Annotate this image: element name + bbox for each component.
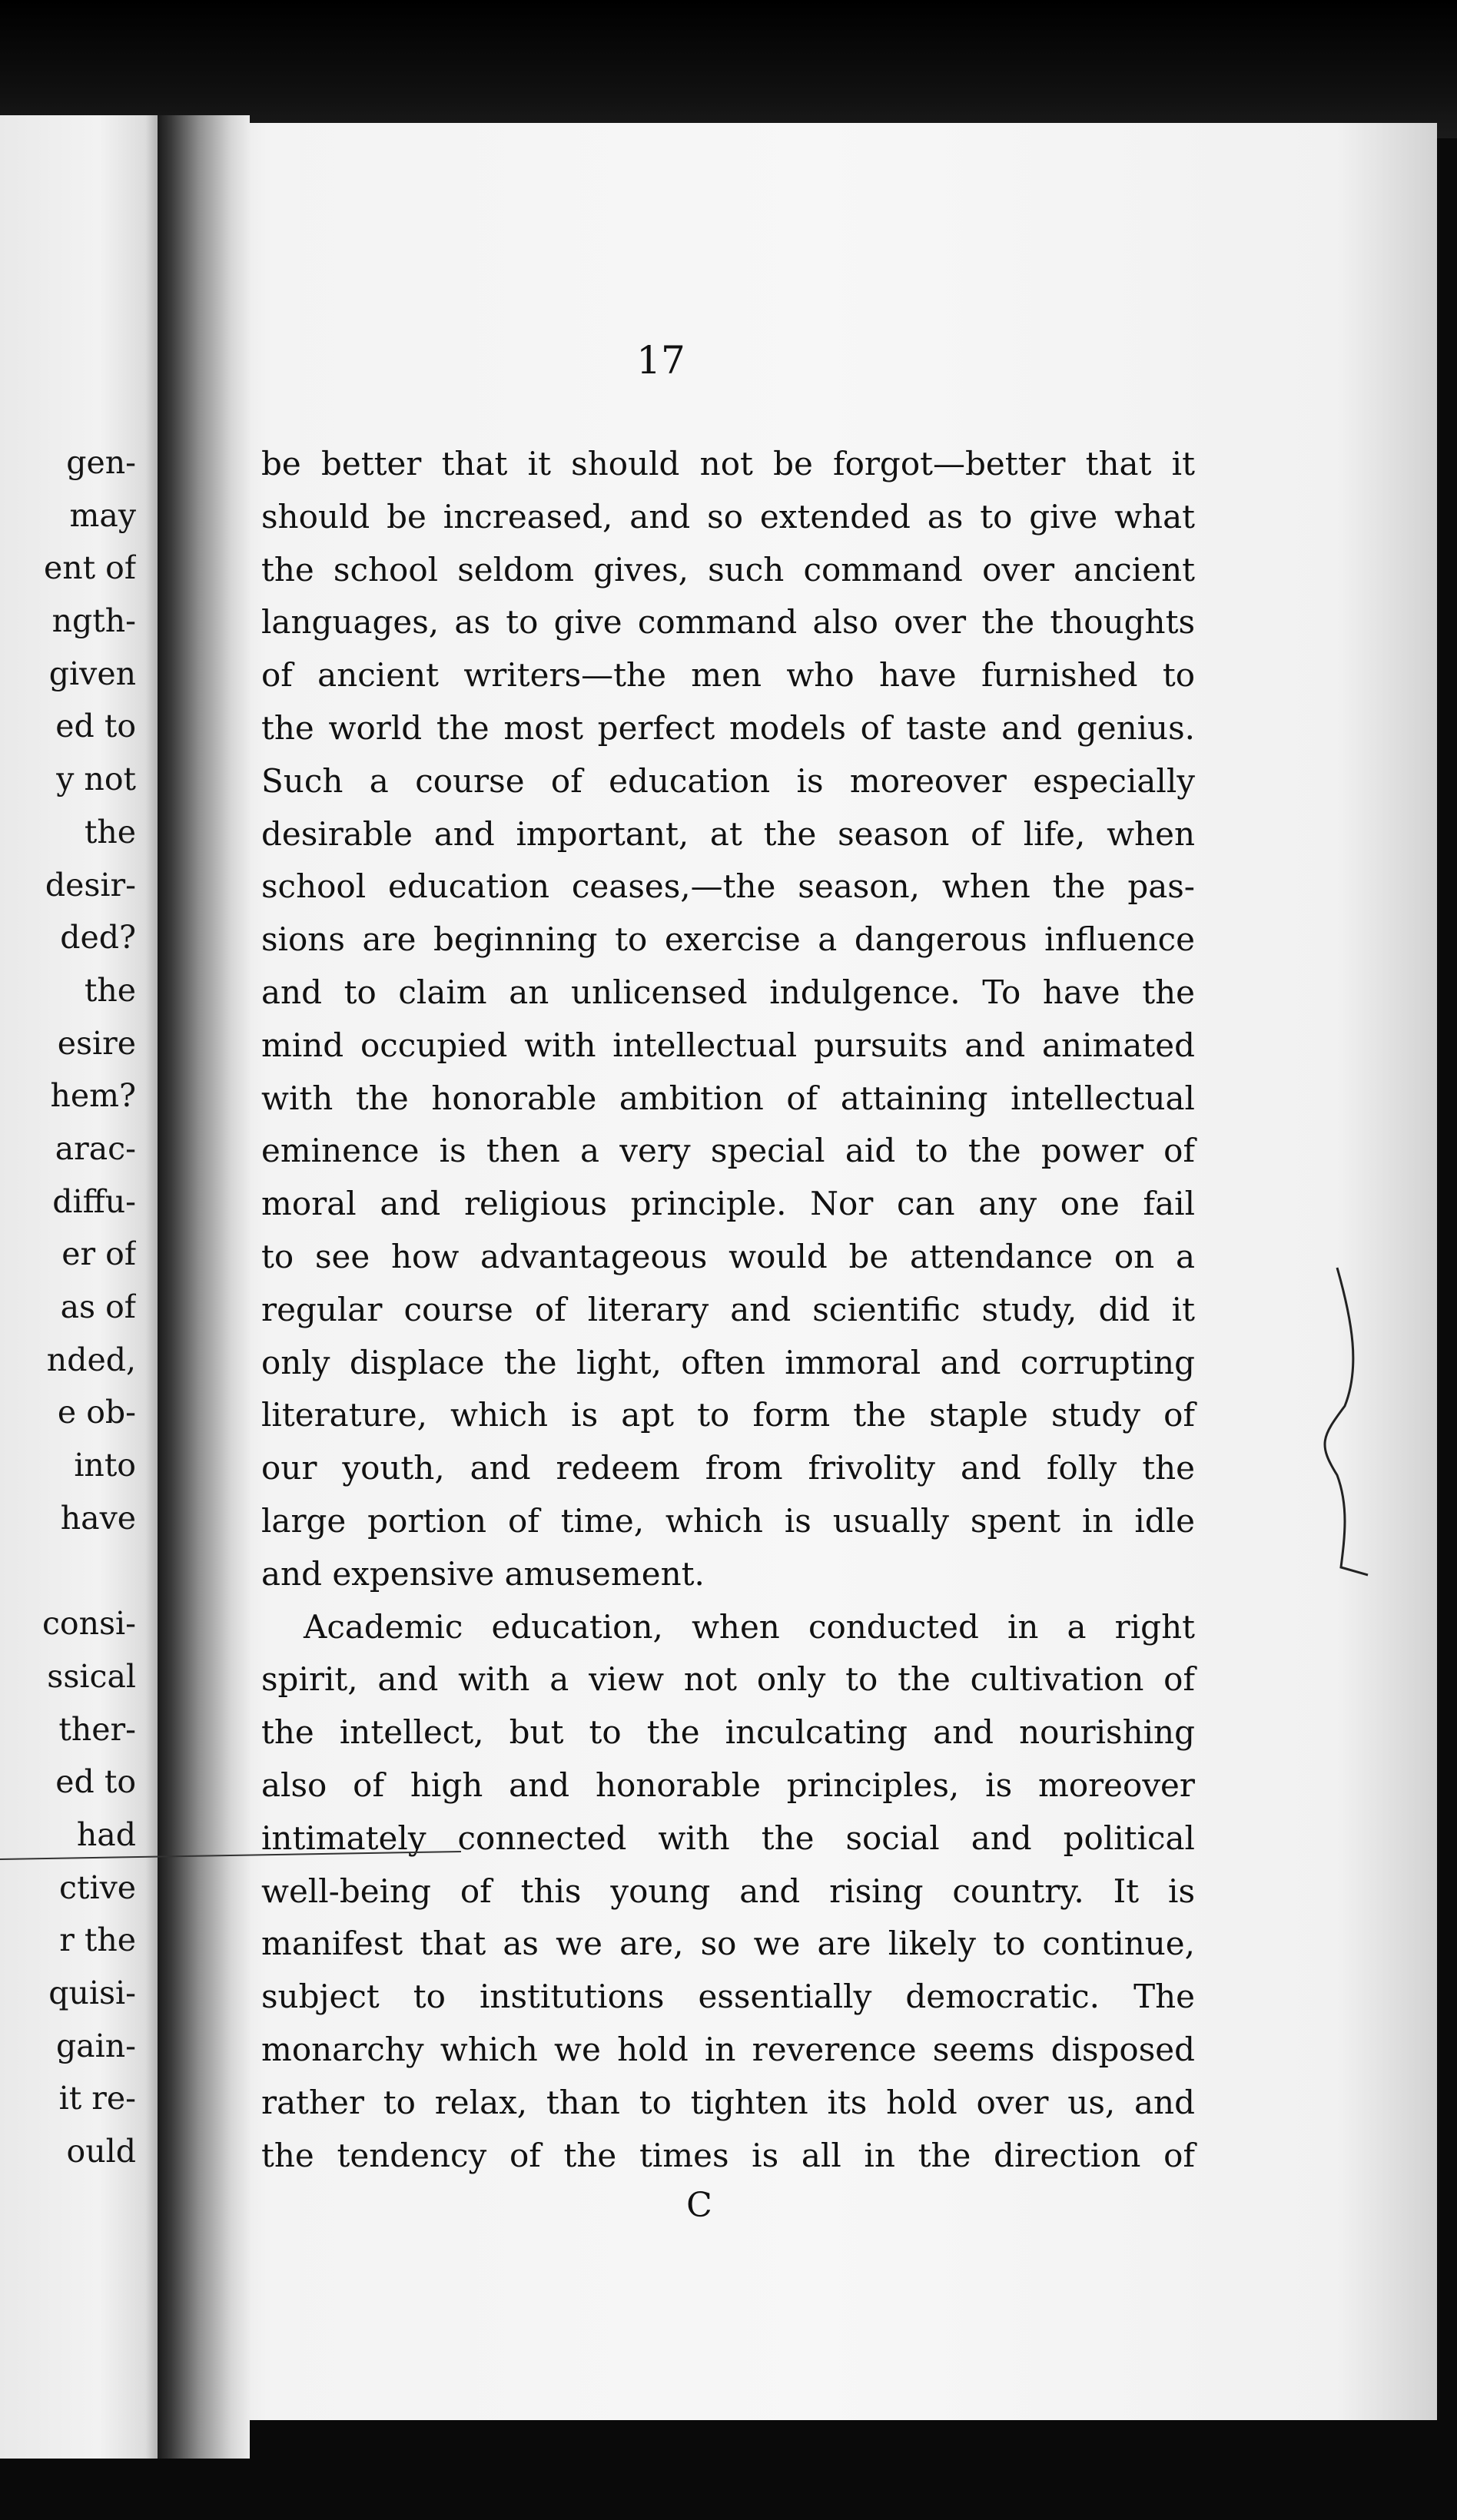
- text-line: intimately connected with the social and political: [261, 1819, 1195, 1857]
- facing-line: as of: [60, 1288, 136, 1325]
- facing-line: ngth-: [51, 602, 136, 640]
- book-gutter-shadow: [158, 115, 250, 2459]
- facing-line: y not: [56, 761, 136, 798]
- text-line: the school seldom gives, such command over ancient: [261, 550, 1195, 589]
- facing-line: the: [84, 971, 136, 1009]
- text-line: Such a course of education is moreover especially: [261, 761, 1195, 800]
- facing-line: arac-: [55, 1129, 136, 1167]
- text-line: the intellect, but to the inculcating and nourishing: [261, 1713, 1195, 1752]
- text-line: mind occupied with intellectual pursuits and animated: [261, 1026, 1195, 1064]
- text-line: of ancient writers—the men who have furnished to: [261, 656, 1195, 695]
- facing-line: ould: [66, 2133, 136, 2170]
- facing-line: ed to: [55, 708, 136, 745]
- text-line: well-being of this young and rising country. It is: [261, 1872, 1195, 1910]
- text-line: the tendency of the times is all in the direction of: [261, 2136, 1195, 2174]
- facing-page: [0, 115, 165, 2459]
- facing-line: have: [60, 1499, 136, 1537]
- facing-line: may: [69, 496, 136, 534]
- facing-line: diffu-: [52, 1182, 136, 1220]
- text-line: languages, as to give command also over the thoughts: [261, 603, 1195, 642]
- text-line: our youth, and redeem from frivolity and folly the: [261, 1449, 1195, 1487]
- facing-line: it re-: [58, 2080, 136, 2117]
- text-line-paragraph-start: Academic education, when conducted in a right: [304, 1607, 1195, 1646]
- facing-line: ed to: [55, 1763, 136, 1801]
- text-line: rather to relax, than to tighten its hold over us, and: [261, 2083, 1195, 2121]
- text-line: also of high and honorable principles, is moreover: [261, 1766, 1195, 1804]
- facing-line: the: [84, 813, 136, 850]
- facing-line: given: [48, 655, 136, 692]
- text-line: and to claim an unlicensed indulgence. To have the: [261, 973, 1195, 1011]
- text-line: moral and religious principle. Nor can any one fail: [261, 1185, 1195, 1223]
- text-line: and expensive amusement.: [261, 1554, 705, 1593]
- text-line: eminence is then a very special aid to the power of: [261, 1132, 1195, 1170]
- signature-mark: C: [686, 2186, 712, 2225]
- page-body-text: [261, 438, 1195, 2182]
- facing-line: ssical: [47, 1657, 136, 1695]
- text-line: large portion of time, which is usually spent in idle: [261, 1501, 1195, 1540]
- facing-line: nded,: [46, 1341, 136, 1378]
- facing-line: ther-: [58, 1710, 136, 1748]
- facing-line: ctive: [59, 1868, 136, 1906]
- text-line: school education ceases,—the season, when the pas-: [261, 867, 1195, 906]
- text-line: be better that it should not be forgot—better that it: [261, 445, 1195, 482]
- facing-line: quisi-: [48, 1974, 136, 2011]
- facing-line: consi-: [41, 1605, 136, 1643]
- text-line: subject to institutions essentially democratic. The: [261, 1978, 1195, 2016]
- text-line: should be increased, and so extended as to give what: [261, 497, 1195, 536]
- facing-line: gen-: [66, 444, 136, 481]
- facing-line: had: [76, 1815, 136, 1853]
- text-line: literature, which is apt to form the staple study of: [261, 1396, 1195, 1434]
- text-line: manifest that as we are, so we are likely to continue,: [261, 1925, 1195, 1963]
- text-line: sions are beginning to exercise a dangerous influence: [261, 920, 1195, 959]
- facing-line: ded?: [60, 919, 136, 957]
- stray-pencil-line: [0, 1844, 461, 1867]
- facing-line: [0, 1544, 136, 1597]
- text-line: desirable and important, at the season of life, when: [261, 814, 1195, 853]
- page-number: 17: [636, 338, 685, 383]
- facing-line: r the: [59, 1922, 136, 1959]
- facing-line: e ob-: [57, 1394, 136, 1431]
- facing-line: desir-: [45, 866, 136, 904]
- facing-line: into: [74, 1447, 136, 1484]
- facing-line: gain-: [55, 2027, 136, 2064]
- facing-page-text: [0, 436, 136, 2178]
- text-line: with the honorable ambition of attaining intellectual: [261, 1079, 1195, 1117]
- text-line: to see how advantageous would be attendance on a: [261, 1237, 1195, 1275]
- text-line: monarchy which we hold in reverence seems disposed: [261, 2030, 1195, 2068]
- text-line: only displace the light, often immoral and corrupting: [261, 1343, 1195, 1381]
- text-line: regular course of literary and scientific study, did it: [261, 1290, 1195, 1328]
- text-line: spirit, and with a view not only to the cultivation of: [261, 1660, 1195, 1699]
- facing-line: ent of: [43, 549, 136, 587]
- facing-line: hem?: [50, 1077, 136, 1115]
- margin-bracket-mark: [1306, 1260, 1376, 1583]
- facing-line: esire: [57, 1024, 136, 1062]
- text-line: the world the most perfect models of taste and genius.: [261, 708, 1195, 747]
- facing-line: er of: [61, 1235, 136, 1273]
